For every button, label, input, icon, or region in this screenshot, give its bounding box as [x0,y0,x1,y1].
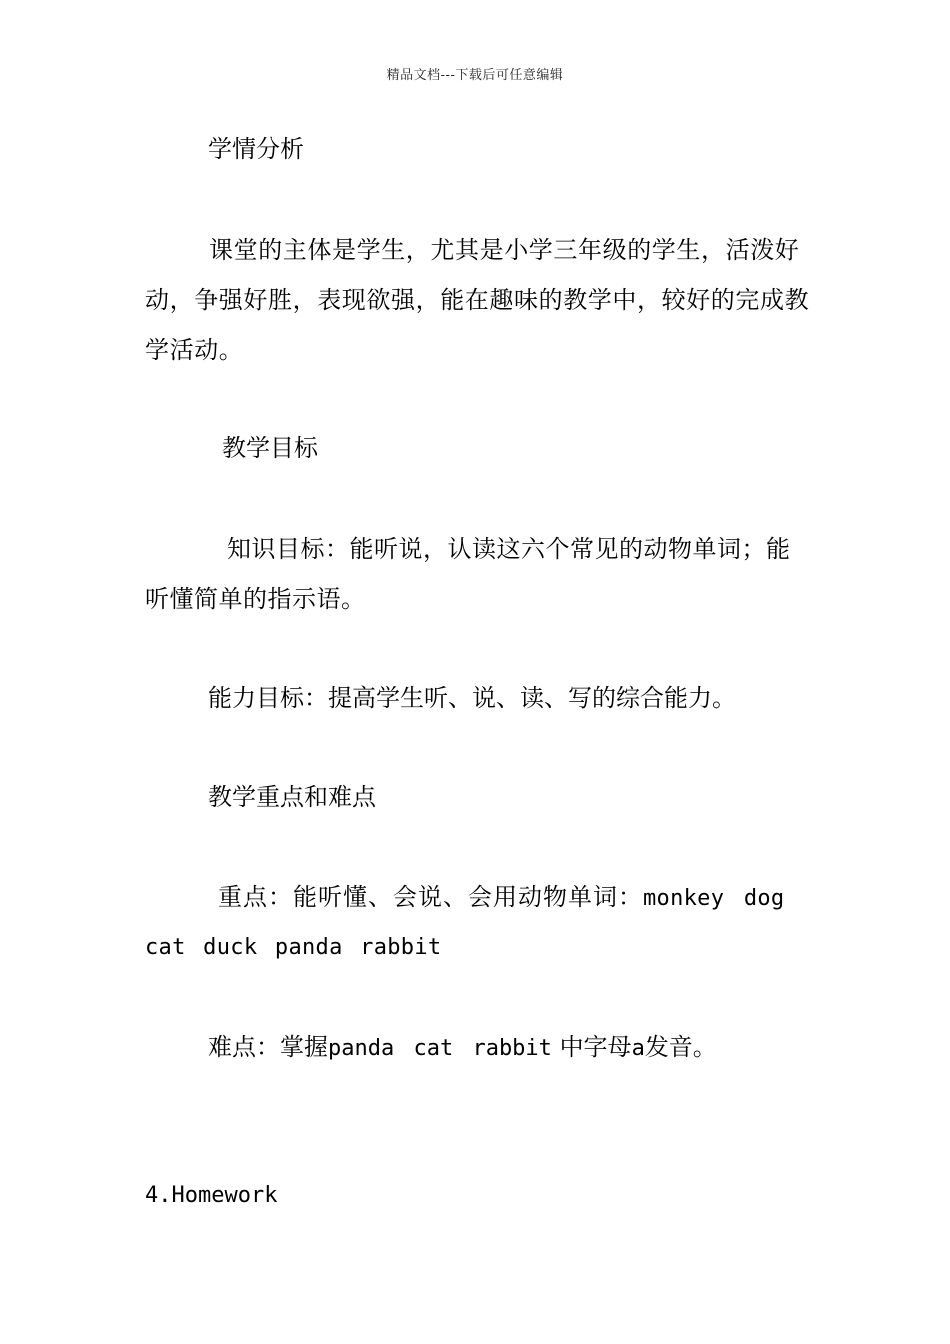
difficulty-letter: a [631,1036,645,1061]
page-header: 精品文档---下载后可任意编辑 [386,68,564,83]
homework-title: 4.Homework [145,1183,278,1208]
knowledge-objective-paragraph: 知识目标：能听说，认读这六个常见的动物单词；能听懂简单的指示语。 [145,535,791,613]
difficulty-words: panda cat rabbit [328,1036,552,1061]
difficulty-paragraph [208,1032,717,1064]
student-analysis-paragraph: 课堂的主体是学生，尤其是小学三年级的学生，活泼好动，争强好胜，表现欲强，能在趣味的教学中，较好的完成教学活动。 [145,236,810,364]
ability-objective-paragraph: 能力目标：提高学生听、说、读、写的综合能力。 [208,684,736,712]
difficulty-end: 发音。 [644,1033,717,1061]
section-title-student-analysis: 学情分析 [208,135,304,163]
key-point-prefix: 重点：能听懂、会说、会用动物单词： [218,883,643,911]
key-point-words-line1: monkey dog [643,886,785,911]
section-title-objectives: 教学目标 [222,434,318,462]
difficulty-prefix: 难点：掌握 [208,1033,328,1061]
key-point-words-line2: cat duck panda rabbit [145,935,442,960]
difficulty-suffix: 中字母 [559,1033,632,1061]
section-title-key-points: 教学重点和难点 [208,783,376,811]
